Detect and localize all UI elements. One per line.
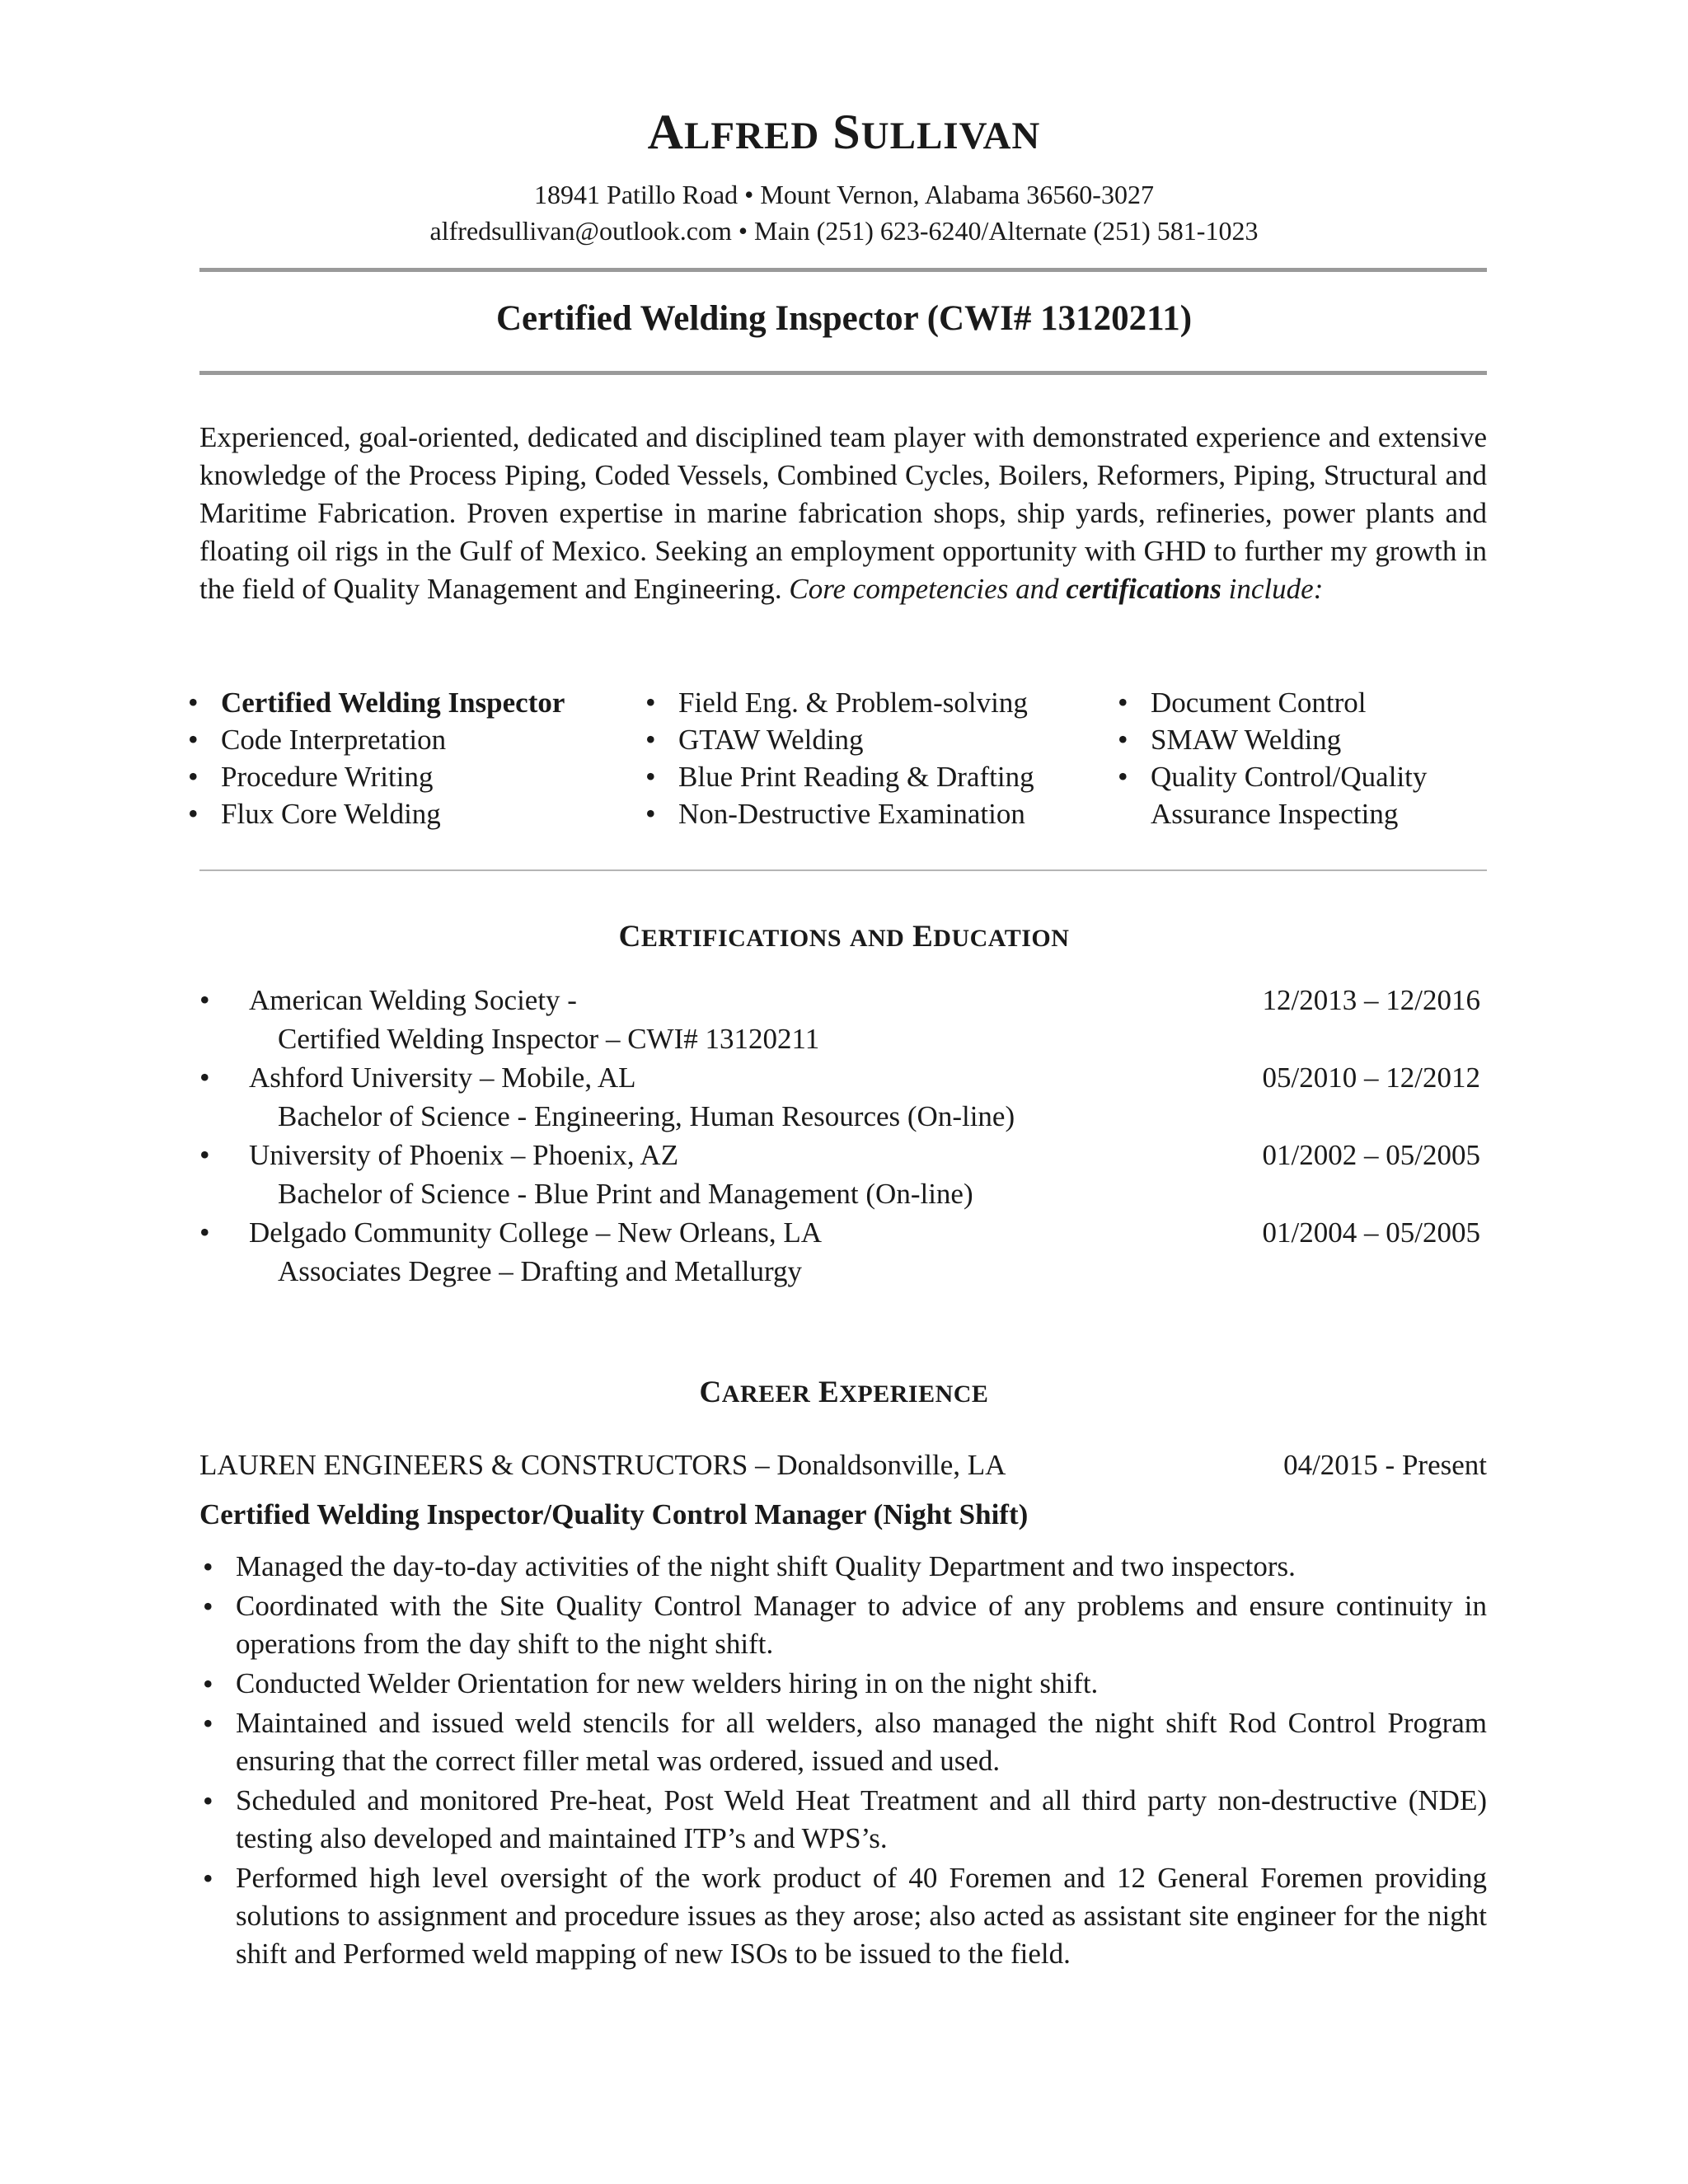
- education-item: • Delgado Community College – New Orleans, LA 01/2004 – 05/2005 Associates Degree – Drafting and Metallurgy: [199, 1213, 1487, 1291]
- duty-item: • Conducted Welder Orientation for new welders hiring in on the night shift.: [199, 1665, 1487, 1703]
- education-dates: 01/2002 – 05/2005: [1262, 1139, 1480, 1171]
- education-dates: 12/2013 – 12/2016: [1262, 984, 1480, 1016]
- job-duties: [199, 1548, 1487, 1975]
- job-header: [199, 1449, 1487, 1482]
- education-item: • University of Phoenix – Phoenix, AZ 01/2002 – 05/2005 Bachelor of Science - Blue Print and Management (On-line): [199, 1136, 1487, 1213]
- education-detail: Bachelor of Science - Blue Print and Management (On-line): [278, 1178, 973, 1210]
- education-institution: Ashford University – Mobile, AL: [249, 1062, 636, 1094]
- job-title: Certified Welding Inspector/Quality Control Manager (Night Shift): [199, 1498, 1029, 1530]
- duty-item: • Coordinated with the Site Quality Control Manager to advice of any problems and ensure continuity in operations from the day shift to the night shift.: [199, 1587, 1487, 1663]
- contact-line: alfredsullivan@outlook.com • Main (251) 623-6240/Alternate (251) 581-1023: [429, 216, 1259, 246]
- divider-top: [199, 268, 1487, 272]
- education-item: • American Welding Society - 12/2013 – 12/2016 Certified Welding Inspector – CWI# 13120211: [199, 981, 1487, 1058]
- competencies-column-3: [1118, 684, 1513, 832]
- summary-italic-bold: certifications: [1066, 573, 1221, 605]
- competency-item: • Procedure Writing: [188, 758, 617, 795]
- competency-item: • Flux Core Welding: [188, 795, 617, 832]
- duty-item: • Maintained and issued weld stencils for all welders, also managed the night shift Rod Control Program ensuring that the correct filler metal was ordered, issued and used.: [199, 1704, 1487, 1780]
- candidate-name: [0, 104, 1688, 161]
- education-detail: Bachelor of Science - Engineering, Human Resources (On-line): [278, 1100, 1015, 1132]
- duty-item: • Performed high level oversight of the work product of 40 Foremen and 12 General Foremen providing solutions to assignment and procedure issues as they arose; also acted as assistant site engineer for the night shift and Performed weld mapping of new ISOs to be issued to the field.: [199, 1859, 1487, 1973]
- job-dates: 04/2015 - Present: [1283, 1449, 1487, 1481]
- duty-item: • Managed the day-to-day activities of the night shift Quality Department and two inspectors.: [199, 1548, 1487, 1586]
- competencies-column-1: [188, 684, 617, 832]
- summary-italic-tail: include:: [1228, 573, 1324, 605]
- competency-item: • GTAW Welding: [645, 721, 1107, 758]
- name-first-initial: A: [647, 105, 684, 159]
- education-item: • Ashford University – Mobile, AL 05/2010 – 12/2012 Bachelor of Science - Engineering, Human Resources (On-line): [199, 1058, 1487, 1136]
- education-detail: Associates Degree – Drafting and Metallurgy: [278, 1255, 802, 1287]
- competency-item: • Non-Destructive Examination: [645, 795, 1107, 832]
- divider-competencies: [199, 869, 1487, 871]
- education-institution: Delgado Community College – New Orleans, LA: [249, 1216, 823, 1249]
- headline: Certified Welding Inspector (CWI# 13120211): [495, 299, 1193, 338]
- summary-text: Experienced, goal-oriented, dedicated and disciplined team player with demonstrated experience and extensive knowledge of the Process Piping, Coded Vessels, Combined Cycles, Boilers, Reformers, Piping, Structural and Maritime Fabrication. Proven expertise in marine fabrication shops, ship yards, refineries, power plants and floating oil rigs in the Gulf of Mexico. Seeking an employment opportunity with GHD to further my growth in the field of Quality Management and Engineering.: [199, 421, 1487, 605]
- competency-item: • Blue Print Reading & Drafting: [645, 758, 1107, 795]
- address-line: 18941 Patillo Road • Mount Vernon, Alabama 36560-3027: [534, 180, 1154, 209]
- job-employer: LAUREN ENGINEERS & CONSTRUCTORS – Donaldsonville, LA: [199, 1449, 1006, 1481]
- competencies-column-2: [645, 684, 1107, 832]
- duty-item: • Scheduled and monitored Pre-heat, Post Weld Heat Treatment and all third party non-destructive (NDE) testing also developed and maintained ITP’s and WPS’s.: [199, 1782, 1487, 1858]
- competency-item: • Certified Welding Inspector: [188, 684, 617, 721]
- education-detail: Certified Welding Inspector – CWI# 13120211: [278, 1023, 820, 1055]
- name-last-initial: S: [832, 105, 861, 159]
- name-first-rest: LFRED: [683, 115, 820, 157]
- summary-paragraph: [199, 419, 1487, 608]
- education-institution: American Welding Society -: [249, 984, 577, 1016]
- summary-italic-lead: Core competencies and: [789, 573, 1059, 605]
- section-title-certifications: CERTIFICATIONS AND EDUCATION: [618, 920, 1070, 954]
- competency-item: • Document Control: [1118, 684, 1513, 721]
- competency-item: • SMAW Welding: [1118, 721, 1513, 758]
- divider-headline: [199, 371, 1487, 375]
- education-dates: 05/2010 – 12/2012: [1262, 1062, 1480, 1094]
- name-last-rest: ULLIVAN: [860, 115, 1041, 157]
- education-institution: University of Phoenix – Phoenix, AZ: [249, 1139, 679, 1171]
- education-dates: 01/2004 – 05/2005: [1262, 1216, 1480, 1249]
- competency-item: • Quality Control/Quality Assurance Inspecting: [1118, 758, 1513, 832]
- section-title-career: CAREER EXPERIENCE: [699, 1376, 989, 1409]
- competency-item: • Code Interpretation: [188, 721, 617, 758]
- competency-item: • Field Eng. & Problem-solving: [645, 684, 1107, 721]
